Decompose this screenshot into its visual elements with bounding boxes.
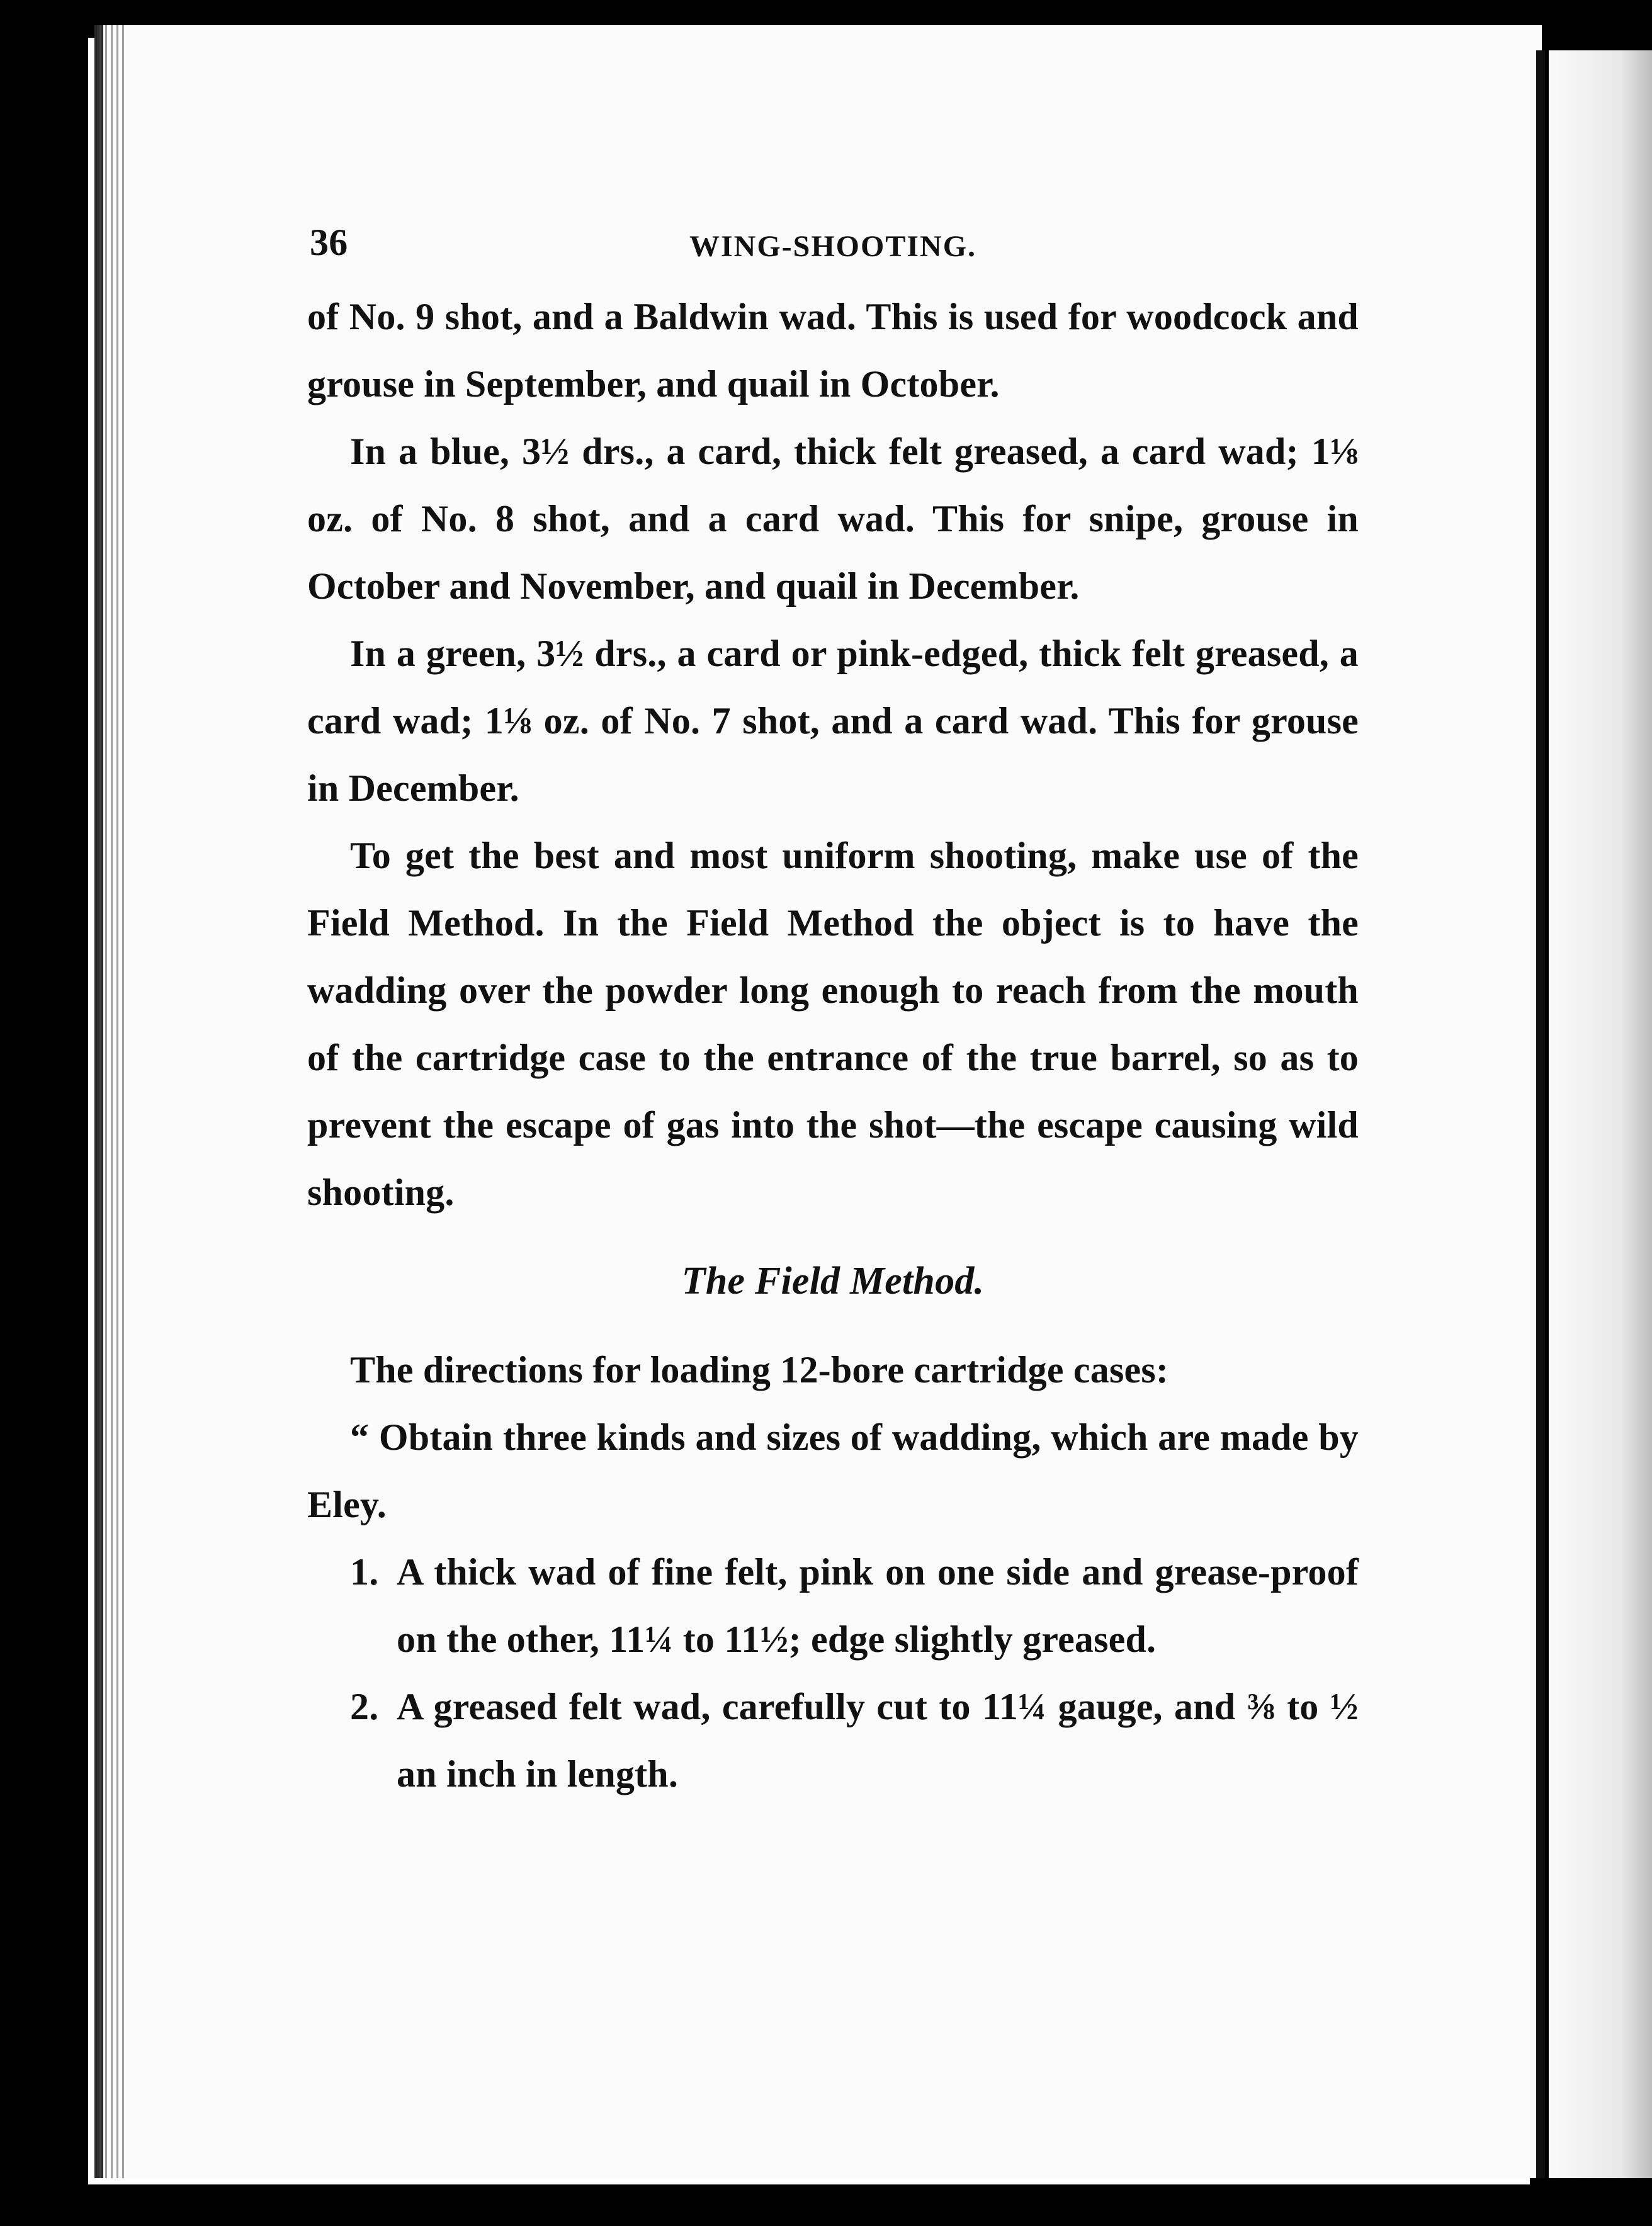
scan-border-bottom [0,2184,1652,2226]
scan-border-left [0,0,88,2226]
adjacent-page-edge [1549,50,1652,2178]
page-number: 36 [310,222,348,263]
page-header [307,209,1359,283]
paragraph-field-method: To get the best and most uniform shooting, make use of the Field Method. In the Field Method the object is to have the wadding over the powder long enough to reach from the mouth of the cartridge case to the entrance of the true barrel, so as to prevent the escape of gas into the shot—the escape causing wild shooting. [307,835,1359,1213]
running-head: WING-SHOOTING. [689,230,977,263]
paragraph-directions: The directions for loading 12-bore cartridge cases: [350,1349,1169,1391]
page-edge-shading [99,25,125,2178]
list-number: 2. [350,1686,379,1727]
section-heading: The Field Method. [681,1260,985,1302]
paragraph-continued: of No. 9 shot, and a Baldwin wad. This is used for woodcock and grouse in September, and quail in October. [307,296,1359,405]
paragraph-green-load: In a green, 3½ drs., a card or pink-edged, thick felt greased, a card wad; 1⅛ oz. of No. 7 shot, and a card wad. This for grouse in December. [307,633,1359,809]
list-item [307,1539,1359,1673]
list-text: A thick wad of fine felt, pink on one side and grease-proof on the other, 11¼ to 11½; edge slightly greased. [397,1551,1359,1660]
paragraph-quote: “ Obtain three kinds and sizes of wadding, which are made by Eley. [307,1416,1359,1525]
page-text [307,209,1359,1808]
list-number: 1. [350,1551,379,1593]
paragraph-blue-load: In a blue, 3½ drs., a card, thick felt greased, a card wad; 1⅛ oz. of No. 8 shot, and a card wad. This for snipe, grouse in October and November, and quail in December. [307,431,1359,607]
gutter-line [1536,50,1545,2178]
list-item [307,1673,1359,1808]
list-text: A greased felt wad, carefully cut to 11¼ gauge, and ⅜ to ½ an inch in length. [397,1686,1359,1795]
